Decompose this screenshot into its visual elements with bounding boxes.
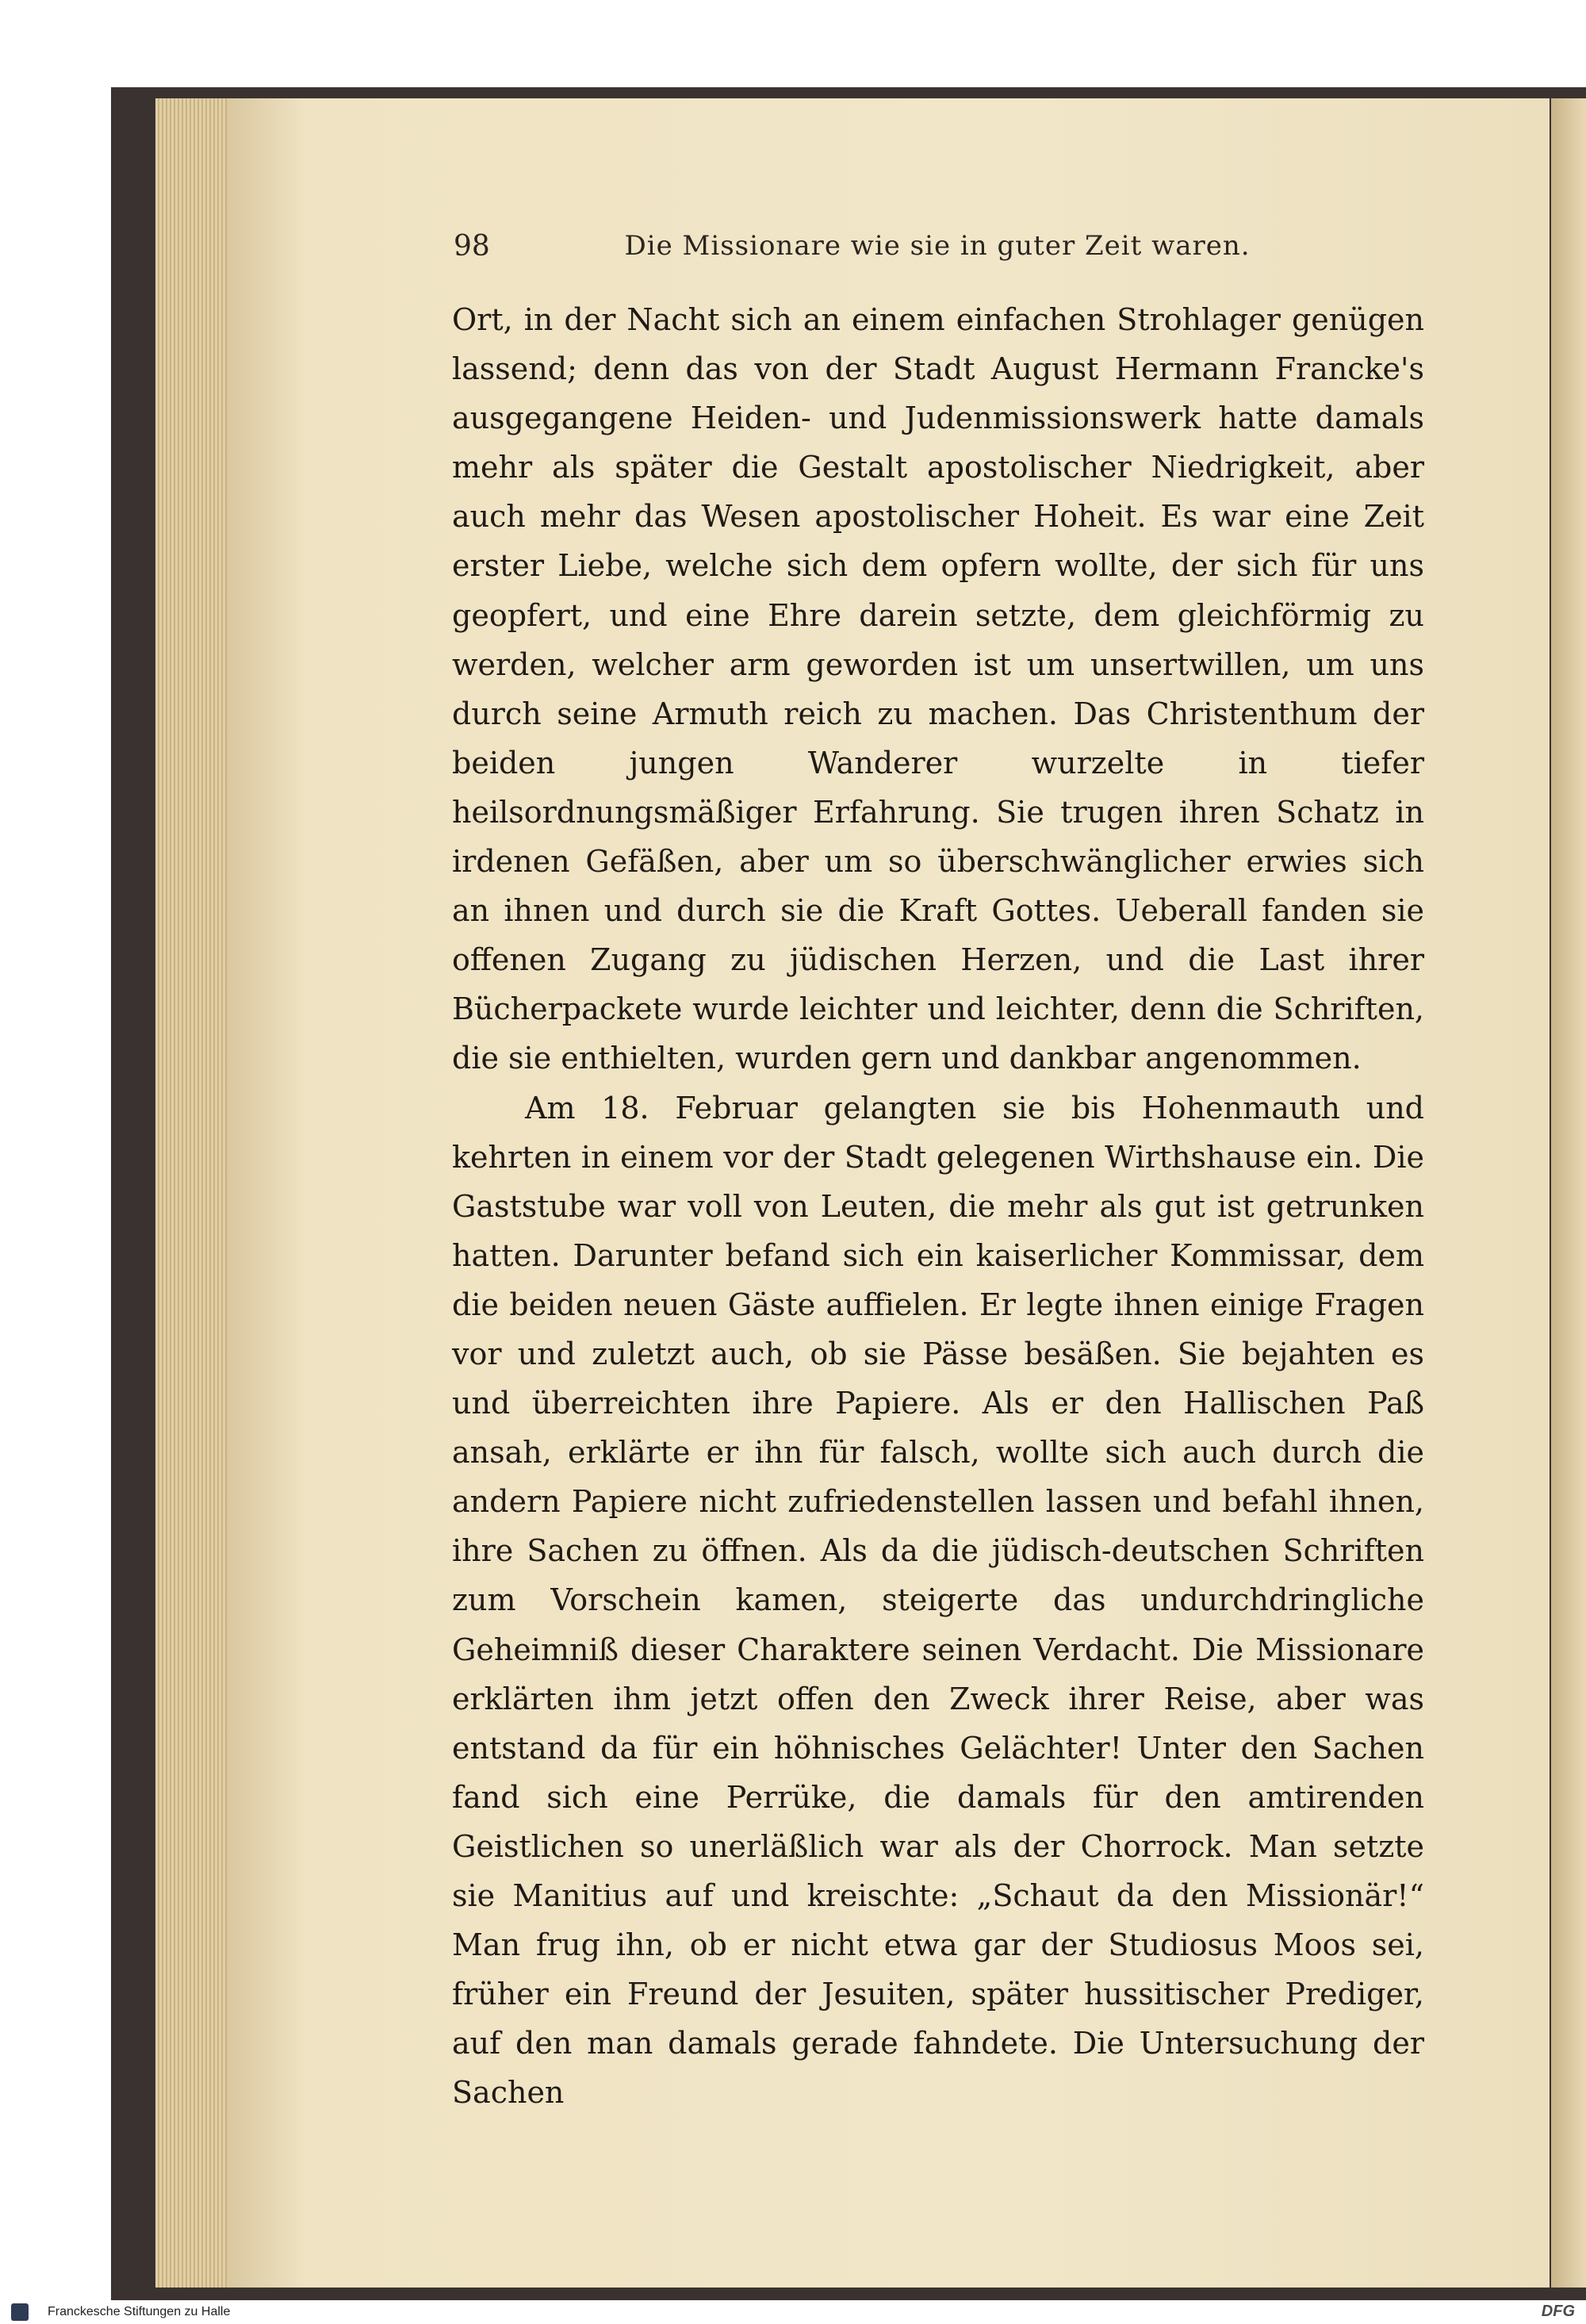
paragraph: Ort, in der Nacht sich an einem einfachen Strohlager genügen lassend; denn das von der Stadt August Hermann Francke's ausgegangene Heiden- und Judenmissionswerk hatte damals mehr als später die Gestalt apostolischer Niedrigkeit, aber auch mehr das Wesen apostolischer Hoheit. Es war eine Zeit erster Liebe, welche sich dem opfern wollte, der sich für uns geopfert, und eine Ehre darein setzte, dem gleichförmig zu werden, welcher arm geworden ist um unsertwillen, um uns durch seine Armuth reich zu machen. Das Christenthum der beiden jungen Wanderer wurzelte in tiefer heilsordnungsmäßiger Erfahrung. Sie trugen ihren Schatz in irdenen Gefäßen, aber um so überschwänglicher erwies sich an ihnen und durch sie die Kraft Gottes. Ueberall fanden sie offenen Zugang zu jüdischen Herzen, und die Last ihrer Bücherpackete wurde leichter und leichter, denn die Schriften, die sie enthielten, wurden gern und dankbar angenommen. xyxy=(452,302,1424,1076)
page-number: 98 xyxy=(454,230,490,263)
body-text xyxy=(452,295,1424,2117)
footer-label: Franckesche Stiftungen zu Halle xyxy=(48,2305,231,2318)
footer-bar xyxy=(0,2300,1586,2324)
dfg-logo: DFG xyxy=(1541,2303,1575,2320)
running-title: Die Missionare wie sie in guter Zeit waren. xyxy=(624,230,1251,262)
next-page-edge xyxy=(1551,98,1586,2288)
paragraph: Am 18. Februar gelangten sie bis Hohenmauth und kehrten in einem vor der Stadt gelegenen Wirthshause ein. Die Gaststube war voll von Leuten, die mehr als gut ist getrunken hatten. Darunter befand sich ein kaiserlicher Kommissar, dem die beiden neuen Gäste auffielen. Er legte ihnen einige Fragen vor und zuletzt auch, ob sie Pässe besäßen. Sie bejahten es und überreichten ihre Papiere. Als er den Hallischen Paß ansah, erklärte er ihn für falsch, wollte sich auch durch die andern Papiere nicht zufriedenstellen lassen und befahl ihnen, ihre Sachen zu öffnen. Als da die jüdisch-deutschen Schriften zum Vorschein kamen, steigerte das undurchdringliche Geheimniß dieser Charaktere seinen Verdacht. Die Missionare erklärten ihm jetzt offen den Zweck ihrer Reise, aber was entstand da für ein höhnisches Gelächter! Unter den Sachen fand sich eine Perrüke, die damals für den amtirenden Geistlichen so unerläßlich war als der Chorrock. Man setzte sie Manitius auf und kreischte: „Schaut da den Missionär!“ Man frug ihn, ob er nicht etwa gar der Studiosus Moos sei, früher ein Freund der Jesuiten, später hussitischer Prediger, auf den man damals gerade fahndete. Die Untersuchung der Sachen xyxy=(452,1090,1424,2111)
running-head xyxy=(454,230,1421,278)
institution-logo-icon xyxy=(11,2303,29,2321)
